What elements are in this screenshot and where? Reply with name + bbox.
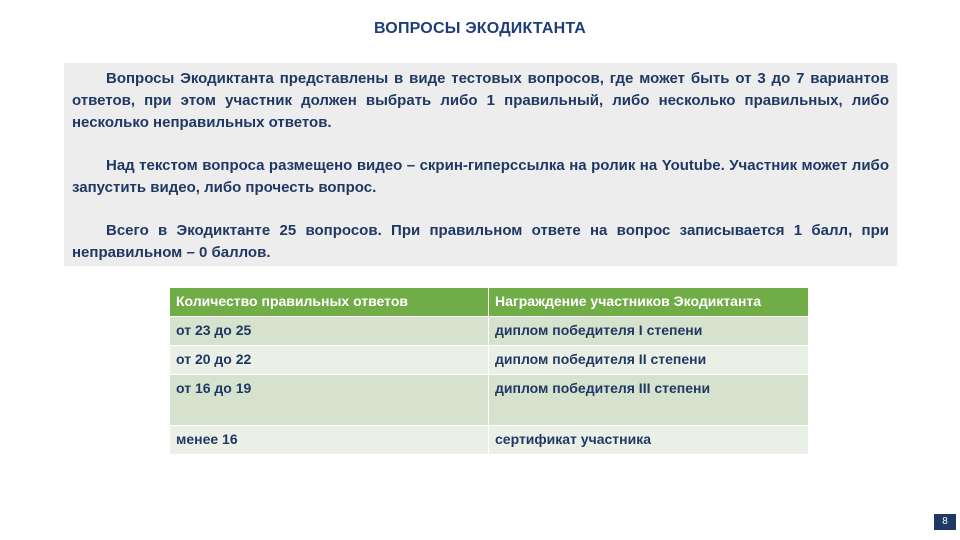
- table-row: [170, 375, 809, 426]
- table-cell-range: от 23 до 25: [170, 317, 489, 346]
- table-cell-award: сертификат участника: [489, 426, 809, 455]
- table-row: [170, 317, 809, 346]
- table-cell-award: диплом победителя I степени: [489, 317, 809, 346]
- table-cell-award: диплом победителя III степени: [489, 375, 809, 426]
- table-row: [170, 346, 809, 375]
- header-award: Награждение участников Экодиктанта: [489, 288, 809, 317]
- table-cell-range: от 16 до 19: [170, 375, 489, 426]
- description-box: [64, 63, 897, 266]
- description-paragraph-video: Над текстом вопроса размещено видео – скрин-гиперссылка на ролик на Youtube. Участник может либо запустить видео, либо прочесть вопрос.: [72, 157, 889, 196]
- awards-table: [169, 287, 809, 455]
- slide-title: ВОПРОСЫ ЭКОДИКТАНТА: [373, 20, 587, 37]
- table-cell-award: диплом победителя II степени: [489, 346, 809, 375]
- page-number: 8: [934, 514, 956, 530]
- description-paragraph-scoring: Всего в Экодиктанте 25 вопросов. При правильном ответе на вопрос записывается 1 балл, при неправильном – 0 баллов.: [72, 222, 889, 261]
- table-cell-range: менее 16: [170, 426, 489, 455]
- header-correct-answers: Количество правильных ответов: [170, 288, 489, 317]
- description-paragraph-format: Вопросы Экодиктанта представлены в виде тестовых вопросов, где может быть от 3 до 7 вариантов ответов, при этом участник должен выбрать либо 1 правильный, либо несколько правильных, либо несколько неправильных ответов.: [72, 70, 889, 131]
- table-cell-range: от 20 до 22: [170, 346, 489, 375]
- table-header-row: [170, 288, 809, 317]
- table-row: [170, 426, 809, 455]
